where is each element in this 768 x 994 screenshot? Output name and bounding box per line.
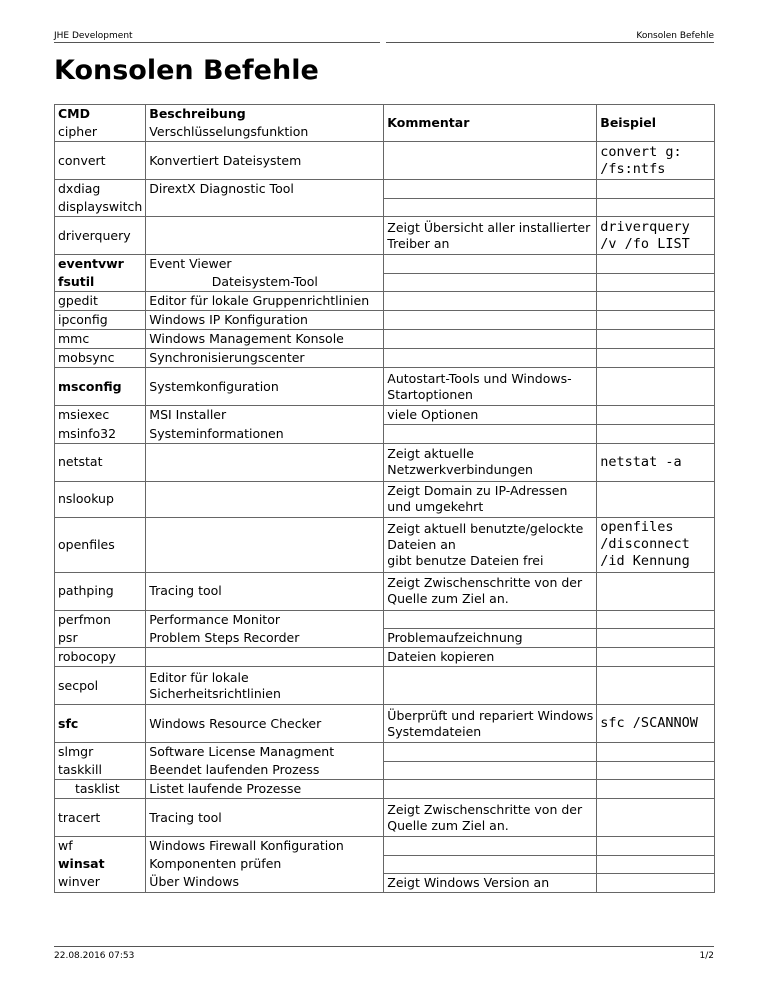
table-row <box>55 443 715 481</box>
table-row <box>55 217 715 255</box>
cmd-cell: psr <box>55 629 146 648</box>
comment-cell: Autostart-Tools und Windows-Startoptionen <box>384 368 597 406</box>
table-row <box>55 481 715 517</box>
header-left: JHE Development <box>54 31 133 41</box>
comment-cell <box>384 855 597 873</box>
cmd-cell: secpol <box>55 667 146 705</box>
table-row <box>55 761 715 780</box>
cmd-cell: pathping <box>55 572 146 610</box>
description-cell: Listet laufende Prozesse <box>146 780 384 799</box>
column-header-beschreibung: Beschreibung <box>146 105 384 124</box>
description-cell: Windows Resource Checker <box>146 705 384 743</box>
comment-cell: Zeigt Domain zu IP-Adressen und umgekehrt <box>384 481 597 517</box>
example-cell <box>597 311 715 330</box>
table-row <box>55 180 715 199</box>
header-right: Konsolen Befehle <box>636 31 714 41</box>
example-cell: netstat -a <box>597 443 715 481</box>
cmd-cell: eventvwr <box>55 255 146 274</box>
cmd-cell: robocopy <box>55 648 146 667</box>
comment-cell <box>384 180 597 199</box>
table-row <box>55 425 715 444</box>
example-cell <box>597 743 715 762</box>
column-header-beispiel: Beispiel <box>597 105 715 142</box>
description-cell: Tracing tool <box>146 799 384 837</box>
example-cell: sfc /SCANNOW <box>597 705 715 743</box>
cmd-cell: msinfo32 <box>55 425 146 444</box>
description-cell <box>146 517 384 572</box>
comment-cell <box>384 610 597 629</box>
description-cell: Performance Monitor <box>146 610 384 629</box>
header-rule-right <box>386 42 714 43</box>
comment-cell <box>384 780 597 799</box>
cmd-cell: nslookup <box>55 481 146 517</box>
example-cell <box>597 667 715 705</box>
example-cell <box>597 425 715 444</box>
description-cell: Tracing tool <box>146 572 384 610</box>
example-cell <box>597 873 715 892</box>
example-cell <box>597 349 715 368</box>
table-row <box>55 610 715 629</box>
description-cell: Konvertiert Dateisystem <box>146 142 384 180</box>
example-cell <box>597 629 715 648</box>
example-cell <box>597 761 715 780</box>
example-cell <box>597 780 715 799</box>
example-cell <box>597 273 715 292</box>
table-row <box>55 648 715 667</box>
cmd-cell: dxdiag <box>55 180 146 199</box>
cmd-cell: ipconfig <box>55 311 146 330</box>
table-row <box>55 142 715 180</box>
table-row <box>55 311 715 330</box>
cmd-cell: msconfig <box>55 368 146 406</box>
table-row <box>55 873 715 892</box>
description-cell <box>146 217 384 255</box>
comment-cell <box>384 292 597 311</box>
cmd-cell: sfc <box>55 705 146 743</box>
comment-cell: Überprüft und repariert Windows Systemdateien <box>384 705 597 743</box>
header-rule-left <box>54 42 380 43</box>
example-cell <box>597 180 715 199</box>
cmd-cell: mobsync <box>55 349 146 368</box>
cmd-cell: tracert <box>55 799 146 837</box>
description-cell: Dateisystem-Tool <box>146 273 384 292</box>
table-row <box>55 255 715 274</box>
comment-cell: Problemaufzeichnung <box>384 629 597 648</box>
cmd-cell: displayswitch <box>55 198 146 217</box>
page-header <box>54 29 714 43</box>
table-row <box>55 292 715 311</box>
comment-cell: Dateien kopieren <box>384 648 597 667</box>
cmd-cell: mmc <box>55 330 146 349</box>
description-cell: Beendet laufenden Prozess <box>146 761 384 780</box>
example-cell <box>597 406 715 425</box>
comment-cell <box>384 255 597 274</box>
example-cell <box>597 292 715 311</box>
table-row <box>55 837 715 856</box>
comment-cell <box>384 273 597 292</box>
example-cell <box>597 648 715 667</box>
example-cell <box>597 330 715 349</box>
description-cell: DirextX Diagnostic Tool <box>146 180 384 199</box>
table-row <box>55 572 715 610</box>
description-cell: Event Viewer <box>146 255 384 274</box>
table-row <box>55 406 715 425</box>
table-row <box>55 667 715 705</box>
table-row <box>55 368 715 406</box>
column-header-kommentar: Kommentar <box>384 105 597 142</box>
description-cell: Windows IP Konfiguration <box>146 311 384 330</box>
comment-cell <box>384 837 597 856</box>
table-row <box>55 517 715 572</box>
description-cell: Editor für lokale Sicherheitsrichtlinien <box>146 667 384 705</box>
comment-cell <box>384 311 597 330</box>
example-cell: driverquery /v /fo LIST <box>597 217 715 255</box>
description-cell: Systemkonfiguration <box>146 368 384 406</box>
cmd-cell: fsutil <box>55 273 146 292</box>
example-cell: convert g: /fs:ntfs <box>597 142 715 180</box>
comment-cell: Zeigt Zwischenschritte von der Quelle zum Ziel an. <box>384 799 597 837</box>
example-cell <box>597 481 715 517</box>
cmd-cell: tasklist <box>55 780 146 799</box>
table-row <box>55 780 715 799</box>
description-cell: MSI Installer <box>146 406 384 425</box>
cmd-cell: perfmon <box>55 610 146 629</box>
table-row <box>55 629 715 648</box>
cmd-cell: driverquery <box>55 217 146 255</box>
description-cell <box>146 443 384 481</box>
cmd-cell: slmgr <box>55 743 146 762</box>
table-row <box>55 855 715 873</box>
commands-table <box>54 104 715 893</box>
example-cell <box>597 855 715 873</box>
comment-cell: Zeigt Windows Version an <box>384 873 597 892</box>
cmd-cell: convert <box>55 142 146 180</box>
cmd-cell: gpedit <box>55 292 146 311</box>
page-title: Konsolen Befehle <box>54 55 319 86</box>
description-cell <box>146 481 384 517</box>
example-cell <box>597 198 715 217</box>
comment-cell: Zeigt aktuelle Netzwerkverbindungen <box>384 443 597 481</box>
description-cell: Problem Steps Recorder <box>146 629 384 648</box>
description-cell <box>146 648 384 667</box>
table-row <box>55 743 715 762</box>
description-cell: Software License Managment <box>146 743 384 762</box>
cmd-cell: netstat <box>55 443 146 481</box>
comment-cell <box>384 743 597 762</box>
comment-cell <box>384 142 597 180</box>
description-cell: Komponenten prüfen <box>146 855 384 873</box>
cmd-cell: openfiles <box>55 517 146 572</box>
description-cell: Windows Firewall Konfiguration <box>146 837 384 856</box>
example-cell <box>597 610 715 629</box>
page-number: 1/2 <box>699 951 714 961</box>
comment-cell: Zeigt Übersicht aller installierter Treiber an <box>384 217 597 255</box>
comment-cell: viele Optionen <box>384 406 597 425</box>
column-header-cmd: CMD <box>55 105 146 124</box>
example-cell <box>597 799 715 837</box>
example-cell: openfiles /disconnect /id Kennung <box>597 517 715 572</box>
table-row <box>55 330 715 349</box>
table-row <box>55 198 715 217</box>
comment-cell <box>384 667 597 705</box>
comment-cell <box>384 198 597 217</box>
description-cell: Über Windows <box>146 873 384 892</box>
page-footer <box>54 946 714 962</box>
cmd-cell: winver <box>55 873 146 892</box>
comment-cell: Zeigt aktuell benutzte/gelockte Dateien an gibt benutze Dateien frei <box>384 517 597 572</box>
table-header-row <box>55 105 715 124</box>
table-row <box>55 705 715 743</box>
footer-rule <box>54 946 714 947</box>
example-cell <box>597 368 715 406</box>
cmd-cell: cipher <box>55 123 146 142</box>
example-cell <box>597 255 715 274</box>
footer-timestamp: 22.08.2016 07:53 <box>54 951 135 961</box>
table-row <box>55 273 715 292</box>
description-cell: Systeminformationen <box>146 425 384 444</box>
cmd-cell: taskkill <box>55 761 146 780</box>
cmd-cell: msiexec <box>55 406 146 425</box>
comment-cell <box>384 761 597 780</box>
cmd-cell: winsat <box>55 855 146 873</box>
comment-cell <box>384 425 597 444</box>
example-cell <box>597 572 715 610</box>
table-row <box>55 799 715 837</box>
example-cell <box>597 837 715 856</box>
description-cell: Editor für lokale Gruppenrichtlinien <box>146 292 384 311</box>
description-cell: Synchronisierungscenter <box>146 349 384 368</box>
table-row <box>55 349 715 368</box>
cmd-cell: wf <box>55 837 146 856</box>
comment-cell: Zeigt Zwischenschritte von der Quelle zum Ziel an. <box>384 572 597 610</box>
comment-cell <box>384 349 597 368</box>
description-cell: Windows Management Konsole <box>146 330 384 349</box>
description-cell: Verschlüsselungsfunktion <box>146 123 384 142</box>
comment-cell <box>384 330 597 349</box>
description-cell <box>146 198 384 217</box>
